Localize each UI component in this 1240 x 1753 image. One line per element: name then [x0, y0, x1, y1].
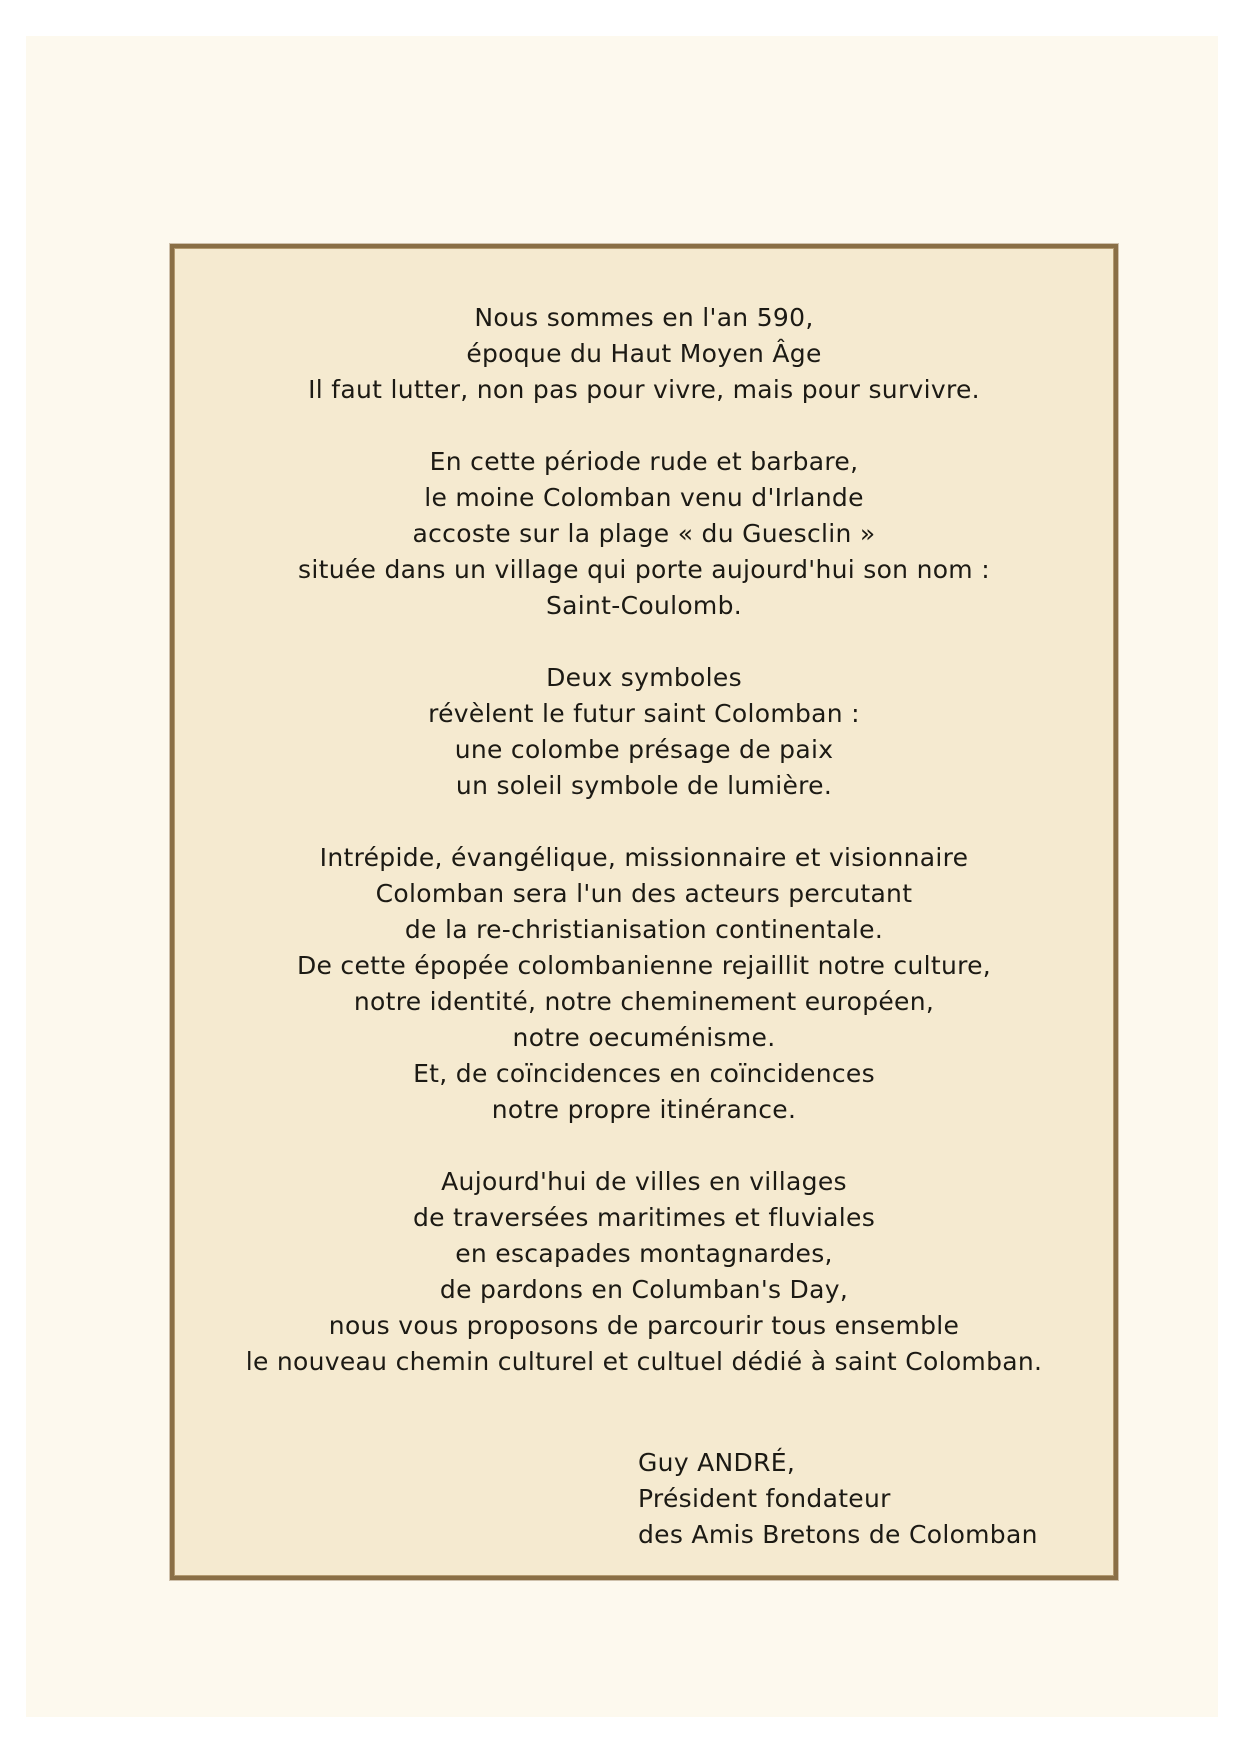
poem-line: accoste sur la plage « du Guesclin » — [412, 519, 876, 548]
poem-line: époque du Haut Moyen Âge — [466, 339, 822, 368]
poem-line: De cette épopée colombanienne rejaillit notre culture, — [296, 951, 992, 980]
stanza — [174, 660, 1114, 804]
poem-line: nous vous proposons de parcourir tous ensemble — [328, 1311, 960, 1340]
poem-line: Nous sommes en l'an 590, — [474, 303, 814, 332]
poem-line: notre oecuménisme. — [512, 1023, 776, 1052]
poem-line: de la re-christianisation continentale. — [404, 915, 884, 944]
poem-line: le nouveau chemin culturel et cultuel dédié à saint Colomban. — [245, 1347, 1043, 1376]
poem-line: Colomban sera l'un des acteurs percutant — [375, 879, 913, 908]
stanza — [174, 300, 1114, 408]
poem-line: située dans un village qui porte aujourd'hui son nom : — [298, 555, 990, 584]
signature-block — [638, 1445, 1038, 1553]
poem-line: le moine Colomban venu d'Irlande — [424, 483, 864, 512]
poem — [174, 300, 1114, 1416]
poem-line: Et, de coïncidences en coïncidences — [413, 1059, 875, 1088]
poem-line: Saint-Coulomb. — [545, 591, 742, 620]
signature-role: Président fondateur — [638, 1484, 891, 1513]
stanza — [174, 840, 1114, 1128]
stanza — [174, 1164, 1114, 1380]
poem-line: de traversées maritimes et fluviales — [412, 1203, 876, 1232]
poem-line: un soleil symbole de lumière. — [455, 771, 833, 800]
poem-line: de pardons en Columban's Day, — [439, 1275, 849, 1304]
page — [26, 36, 1218, 1717]
poem-line: notre propre itinérance. — [491, 1095, 797, 1124]
poem-frame — [170, 244, 1118, 1580]
poem-line: En cette période rude et barbare, — [429, 447, 859, 476]
poem-line: Deux symboles — [546, 663, 742, 692]
poem-line: Intrépide, évangélique, missionnaire et visionnaire — [319, 843, 969, 872]
poem-line: révèlent le futur saint Colomban : — [428, 699, 860, 728]
poem-line: Il faut lutter, non pas pour vivre, mais pour survivre. — [308, 375, 980, 404]
signature-name: Guy ANDRÉ, — [638, 1448, 796, 1477]
stanza — [174, 444, 1114, 624]
poem-line: Aujourd'hui de villes en villages — [441, 1167, 847, 1196]
signature-organization: des Amis Bretons de Colomban — [638, 1520, 1038, 1549]
poem-line: une colombe présage de paix — [454, 735, 834, 764]
poem-line: en escapades montagnardes, — [455, 1239, 833, 1268]
poem-line: notre identité, notre cheminement européen, — [353, 987, 935, 1016]
